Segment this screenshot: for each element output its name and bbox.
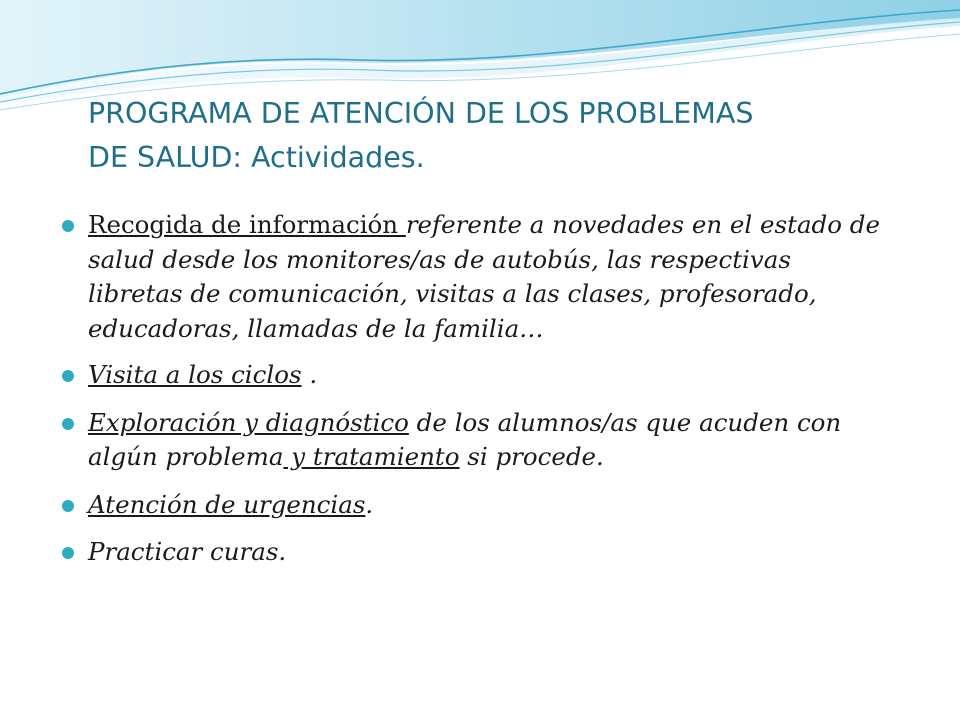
bullet-1-lead: Recogida de información (88, 210, 406, 239)
bullet-exploracion (88, 406, 888, 475)
slide-title (88, 92, 928, 180)
bullet-3-lead2: y tratamiento (283, 442, 460, 471)
bullet-3-mid: de los alumnos/as que acuden con algún problema (88, 407, 842, 471)
bullet-4-lead: Atención de urgencias (88, 489, 366, 519)
bullet-4-text: . (365, 489, 374, 519)
bullet-3-lead: Exploración y diagnóstico (88, 407, 409, 437)
bullet-1-text: referente a novedades en el estado de salud desde los monitores/as de autobús, las respectivas libretas de comunicación, visitas a las clases, profesorado, educadoras, llamadas de la familia… (88, 210, 880, 343)
bullet-recogida (88, 208, 888, 346)
bullet-2-text: . (301, 360, 318, 389)
bullet-2-lead: Visita a los ciclos (88, 360, 302, 389)
bullet-list (88, 208, 888, 570)
title-line-1: PROGRAMA DE ATENCIÓN DE LOS PROBLEMAS (88, 97, 754, 130)
title-line-2: DE SALUD: Actividades. (88, 141, 425, 174)
bullet-5-text: Practicar curas. (88, 537, 287, 566)
bullet-curas (88, 535, 888, 570)
bullet-3-text: si procede. (459, 442, 604, 471)
bullet-visita (88, 358, 888, 393)
bullet-urgencias (88, 488, 888, 523)
